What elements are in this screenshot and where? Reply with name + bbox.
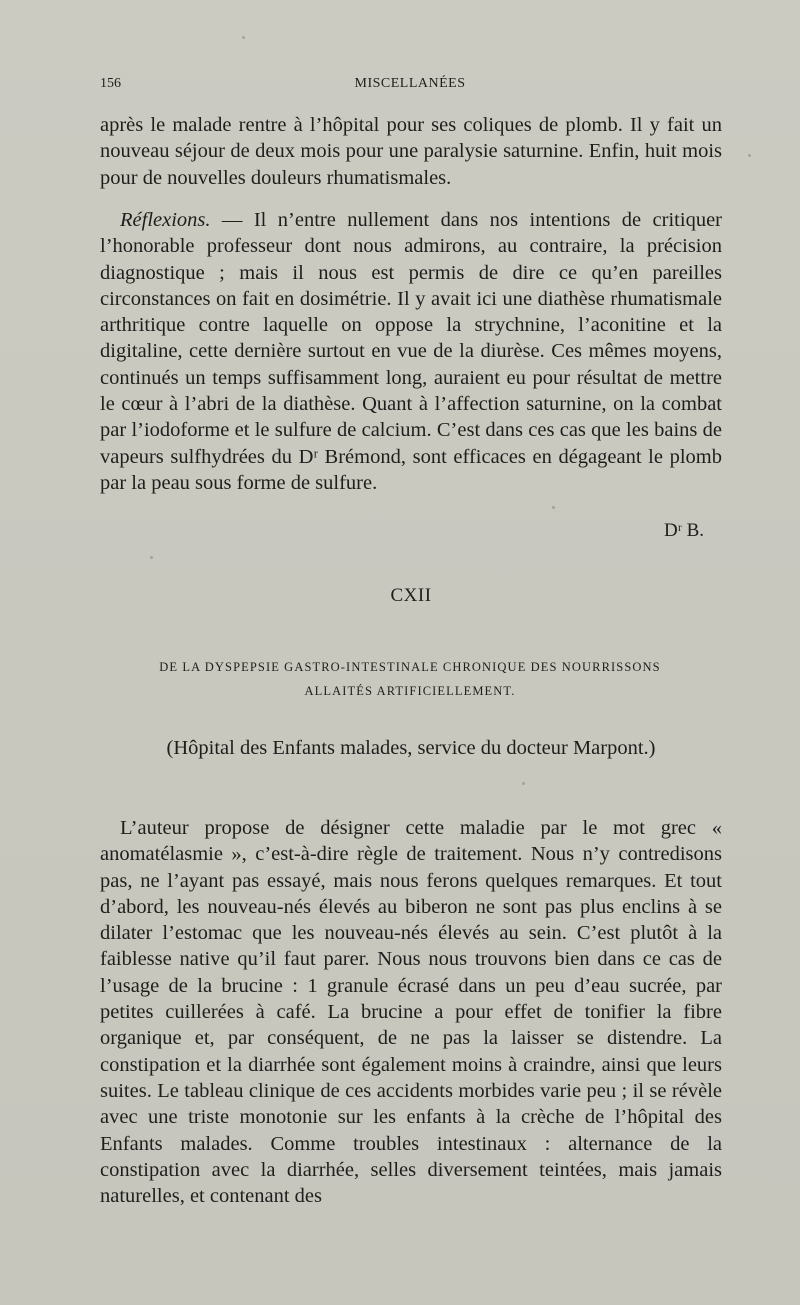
running-title: MISCELLANÉES [354,76,466,91]
section-subtitle: (Hôpital des Enfants malades, service du docteur Marpont.) [166,737,656,759]
paper-speck [552,506,555,509]
section-title-line-1: DE LA DYSPEPSIE GASTRO-INTESTINALE CHRONIQUE DES NOURRISSONS [159,660,661,674]
paragraph-text: après le malade rentre à l’hôpital pour ses coliques de plomb. Il y fait un nouveau séjour de deux mois pour une paralysie saturnine. Enfin, huit mois pour de nouvelles douleurs rhumatismales. [100,114,722,189]
paper-speck [150,556,153,559]
reflexions-lead: Réflexions. [120,209,211,231]
reflexions-body: — Il n’entre nullement dans nos intentions de critiquer l’honorable professeur dont nous admirons, au contraire, la précision diagnostique ; mais il nous est permis de dire ce qu’en pareilles circonstances on fait en dosimétrie. Il y avait ici une diathèse rhumatismale arthritique contre laquelle on oppose la strychnine, l’aconitine et la digitaline, cette dernière surtout en vue de la diurèse. Ces mêmes moyens, continués un temps suffisamment long, auraient eu pour résultat de mettre le cœur à l’abri de la diathèse. Quant à l’affection saturnine, on la combat par l’iodoforme et le sulfure de calcium. C’est dans ces cas que les bains de vapeurs sulfhydrées du Dʳ Brémond, sont efficaces en dégageant le plomb par la peau sous forme de sulfure. [100,209,722,494]
page-number: 156 [100,76,121,91]
paper-speck [522,782,525,785]
section-title [110,655,710,703]
section-number: CXII [390,585,432,606]
author-signature: Dʳ B. [663,520,704,541]
paper-speck [748,154,751,157]
page-header [100,76,720,96]
paragraph-text: L’auteur propose de désigner cette maladie par le mot grec « anomatélasmie », c’est-à-dire règle de traitement. Nous n’y contredisons pas, ne l’ayant pas essayé, mais nous ferons quelques remarques. Et tout d’abord, les nouveau-nés élevés au biberon ne sont pas plus enclins à se dilater l’estomac que les nouveau-nés élevés au sein. C’est plutôt à la faiblesse native qu’il faut parer. Nous nous trouvons bien dans ce cas de l’usage de la brucine : 1 granule écrasé dans un peu d’eau sucrée, par petites cuillerées à café. La brucine a pour effet de tonifier la fibre organique et, par conséquent, de ne pas la laisser se distendre. La constipation et la diarrhée sont également moins à craindre, ainsi que leurs suites. Le tableau clinique de ces accidents morbides varie peu ; il se révèle avec une triste monotonie sur les enfants à la crèche de l’hôpital des Enfants malades. Comme troubles intestinaux : alternance de la constipation avec la diarrhée, selles diversement teintées, mais jamais naturelles, et contenant des [100,817,722,1208]
paragraph-continuation [100,112,722,191]
paragraph-text [100,207,722,496]
section-title-line-2: ALLAITÉS ARTIFICIELLEMENT. [304,684,516,698]
paragraph-reflexions [100,207,722,496]
paper-speck [242,36,245,39]
paragraph-main [100,815,722,1209]
